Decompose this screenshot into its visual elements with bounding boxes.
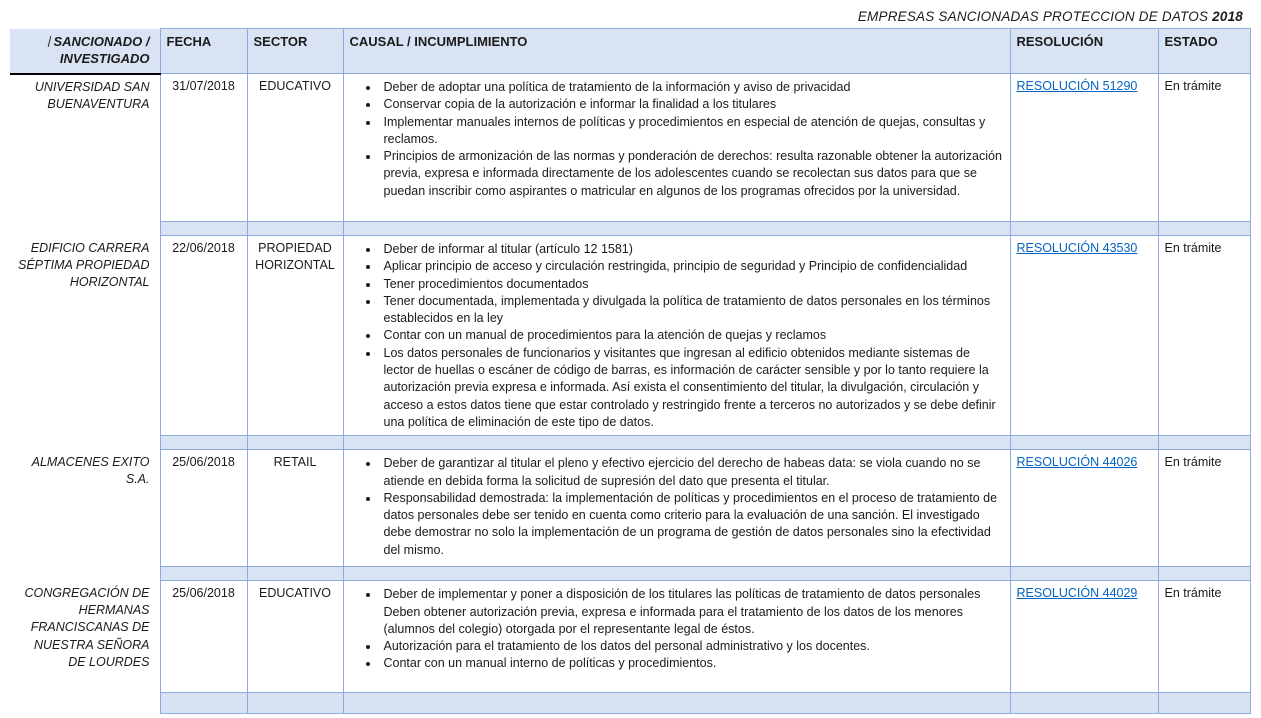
table-row bbox=[10, 74, 1250, 222]
resolution-link[interactable]: RESOLUCIÓN 51290 bbox=[1016, 79, 1138, 93]
estado-cell: En trámite bbox=[1158, 581, 1250, 693]
estado-cell: En trámite bbox=[1158, 236, 1250, 436]
document-title-year: 2018 bbox=[1212, 9, 1243, 24]
resolucion-cell bbox=[1010, 236, 1158, 436]
resolution-link[interactable]: RESOLUCIÓN 43530 bbox=[1016, 241, 1138, 255]
causal-item: • Implementar manuales internos de políticas y procedimientos en especial de atención de quejas, consultas y reclamos. bbox=[380, 114, 1004, 149]
stray-pen-mark bbox=[48, 36, 52, 47]
column-header-fecha: FECHA bbox=[160, 29, 247, 74]
causal-cell bbox=[343, 581, 1010, 693]
causal-item: • Principios de armonización de las normas y ponderación de derechos: resulta razonable obtener la autorización previa, expresa e informada directamente de los adolescentes cuando se recolectan sus datos para que se puedan inscribir como aspirantes o matricular en algunos de los programas ofrecidos por la universidad. bbox=[380, 148, 1004, 200]
causal-item: • Aplicar principio de acceso y circulación restringida, principio de seguridad y Principio de confidencialidad bbox=[380, 258, 1004, 275]
causal-item: • Contar con un manual interno de políticas y procedimientos. bbox=[380, 655, 1004, 672]
spacer-row bbox=[10, 567, 1250, 581]
fecha-cell: 22/06/2018 bbox=[160, 236, 247, 436]
fecha-cell: 25/06/2018 bbox=[160, 450, 247, 567]
causal-item: • Autorización para el tratamiento de los datos del personal administrativo y los docentes. bbox=[380, 638, 1004, 655]
column-header-sancionado bbox=[10, 29, 160, 74]
causal-item: • Deber de garantizar al titular el pleno y efectivo ejercicio del derecho de habeas data: se viola cuando no se atiende en debida forma la solicitud de supresión del dato que presenta el titular. bbox=[380, 455, 1004, 490]
table-row bbox=[10, 450, 1250, 567]
column-header-sector: SECTOR bbox=[247, 29, 343, 74]
document-title bbox=[0, 0, 1261, 28]
sanctions-table bbox=[10, 28, 1251, 714]
column-header-sancionado-label: SANCIONADO / INVESTIGADO bbox=[53, 33, 150, 66]
header-row bbox=[10, 29, 1250, 74]
fecha-cell: 25/06/2018 bbox=[160, 581, 247, 693]
causal-item: • Contar con un manual de procedimientos para la atención de quejas y reclamos bbox=[380, 327, 1004, 344]
document-title-text: EMPRESAS SANCIONADAS PROTECCION DE DATOS bbox=[857, 9, 1209, 24]
spacer-row bbox=[10, 436, 1250, 450]
causal-list bbox=[350, 455, 1004, 559]
sancionado-cell: UNIVERSIDAD SAN BUENAVENTURA bbox=[10, 74, 160, 222]
resolution-link[interactable]: RESOLUCIÓN 44026 bbox=[1016, 455, 1138, 470]
resolucion-cell bbox=[1010, 74, 1158, 222]
causal-list bbox=[350, 79, 1004, 200]
causal-item: • Responsabilidad demostrada: la implementación de políticas y procedimientos en el proceso de tratamiento de datos personales debe ser tenido en cuenta como criterio para la evaluación de una sanción. El investigado debe demostrar no solo la implementación de un programa de gestión de datos personales sino la efectividad del mismo. bbox=[380, 490, 1004, 559]
sancionado-cell: CONGREGACIÓN DE HERMANAS FRANCISCANAS DE NUESTRA SEÑORA DE LOURDES bbox=[10, 581, 160, 693]
estado-cell: En trámite bbox=[1158, 74, 1250, 222]
column-header-estado: ESTADO bbox=[1158, 29, 1250, 74]
sancionado-cell: ALMACENES EXITO S.A. bbox=[10, 450, 160, 567]
causal-cell bbox=[343, 236, 1010, 436]
causal-list bbox=[350, 241, 1004, 431]
column-header-resolucion: RESOLUCIÓN bbox=[1010, 29, 1158, 74]
causal-cell bbox=[343, 450, 1010, 567]
spacer-row bbox=[10, 222, 1250, 236]
resolution-link[interactable]: RESOLUCIÓN 44029 bbox=[1016, 586, 1138, 601]
resolucion-cell bbox=[1010, 450, 1158, 567]
causal-item: • Deber de adoptar una política de tratamiento de la información y aviso de privacidad bbox=[380, 79, 1004, 96]
causal-item: • Deber de informar al titular (artículo 12 1581) bbox=[380, 241, 1004, 258]
causal-item: • Conservar copia de la autorización e informar la finalidad a los titulares bbox=[380, 96, 1004, 113]
causal-cell bbox=[343, 74, 1010, 222]
fecha-cell: 31/07/2018 bbox=[160, 74, 247, 222]
causal-list bbox=[350, 586, 1004, 672]
table-row bbox=[10, 581, 1250, 693]
table-row bbox=[10, 236, 1250, 436]
causal-item: • Deber de implementar y poner a disposición de los titulares las políticas de tratamiento de datos personales Deben obtener autorización previa, expresa e informada para el tratamiento de los datos de los menores (alumnos del colegio) otorgada por el representante legal de éstos. bbox=[380, 586, 1004, 638]
sector-cell: RETAIL bbox=[247, 450, 343, 567]
resolucion-cell bbox=[1010, 581, 1158, 693]
column-header-causal: CAUSAL / INCUMPLIMIENTO bbox=[343, 29, 1010, 74]
sector-cell: EDUCATIVO bbox=[247, 581, 343, 693]
causal-item: • Tener documentada, implementada y divulgada la política de tratamiento de datos personales en los términos establecidos en la ley bbox=[380, 293, 1004, 328]
causal-item: • Tener procedimientos documentados bbox=[380, 276, 1004, 293]
sector-cell: EDUCATIVO bbox=[247, 74, 343, 222]
estado-cell: En trámite bbox=[1158, 450, 1250, 567]
spacer-row bbox=[10, 693, 1250, 714]
sector-cell: PROPIEDAD HORIZONTAL bbox=[247, 236, 343, 436]
sancionado-cell: EDIFICIO CARRERA SÉPTIMA PROPIEDAD HORIZONTAL bbox=[10, 236, 160, 436]
causal-item: • Los datos personales de funcionarios y visitantes que ingresan al edificio obtenidos mediante sistemas de lector de huellas o escáner de código de barras, es información de carácter sensible y por lo tanto requiere la autorización previa expresa e informada. Así exista el consentimiento del titular, la divulgación, circulación y acceso a estos datos tiene que estar controlado y restringido frente a terceros no autorizados y se debe definir una política de eliminación de este tipo de datos. bbox=[380, 345, 1004, 431]
